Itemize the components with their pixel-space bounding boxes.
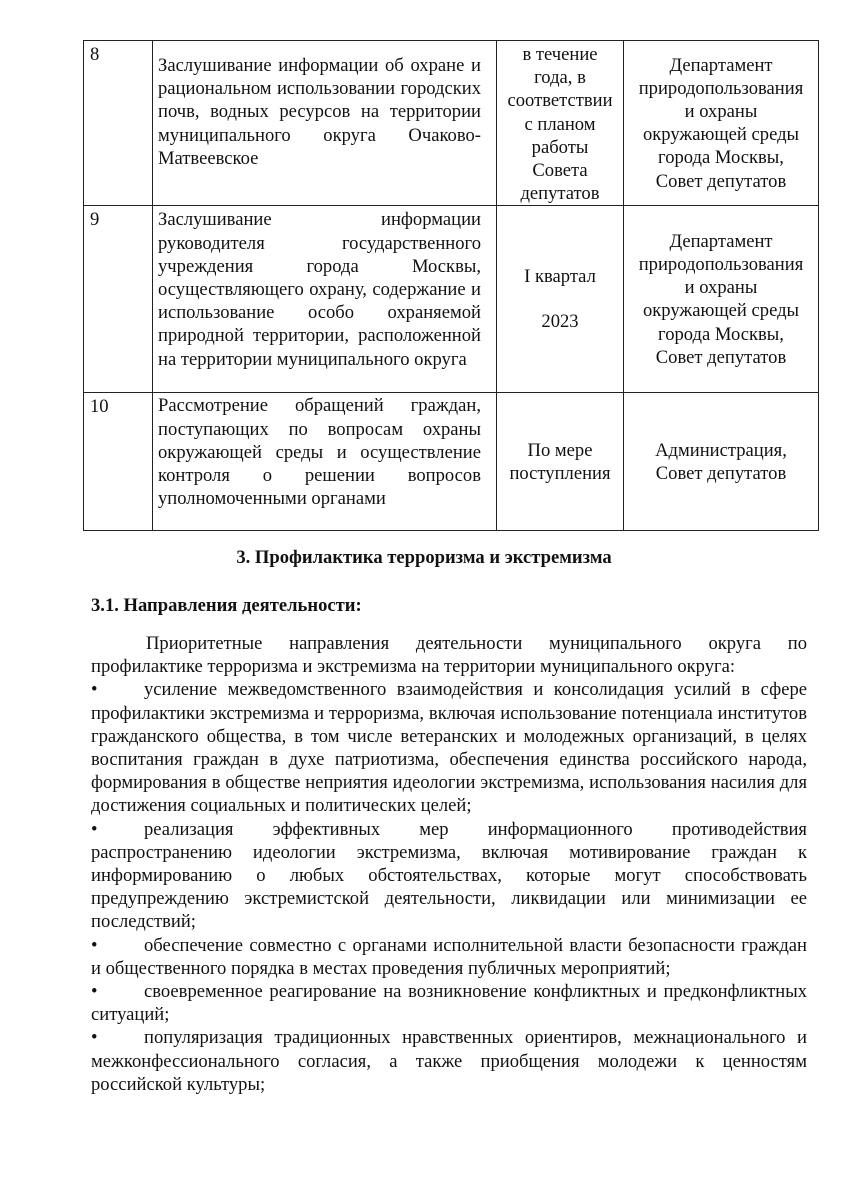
row-responsible: Департамент природопользования и охраны окружающей среды города Москвы, Совет депутатов <box>624 41 819 206</box>
row-number: 9 <box>84 206 153 393</box>
directions-list <box>91 678 807 1096</box>
bullet-icon: • <box>91 818 98 840</box>
row-description: Заслушивание информации об охране и рациональном использовании городских почв, водных ресурсов на территории муниципального округа Очаково-Матвеевское <box>153 41 497 206</box>
bullet-icon: • <box>91 934 98 956</box>
intro-paragraph: Приоритетные направления деятельности муниципального округа по профилактике терроризма и экстремизма на территории муниципального округа: <box>91 633 807 678</box>
section-title: 3. Профилактика терроризма и экстремизма <box>236 547 612 568</box>
bullet-icon: • <box>91 1027 98 1049</box>
list-item-text: усиление межведомственного взаимодействия и консолидация усилий в сфере профилактики экстремизма и терроризма, включая использование потенциала институтов гражданского общества, в том числе ветеранских и молодежных организаций, в целях воспитания граждан в духе патриотизма, обеспечения единства российского народа, формирования в обществе неприятия идеологии экстремизма, использования насилия для достижения социальных и политических целей; <box>91 679 807 817</box>
list-item-text: популяризация традиционных нравственных ориентиров, межнационального и межконфессионального согласия, а также приобщения молодежи к ценностям российской культуры; <box>91 1027 807 1095</box>
table-row <box>84 393 819 531</box>
list-item-text: своевременное реагирование на возникновение конфликтных и предконфликтных ситуаций; <box>91 981 807 1026</box>
section-body <box>91 632 807 1096</box>
table-row <box>84 41 819 206</box>
row-number: 8 <box>84 41 153 206</box>
list-item <box>91 980 807 1026</box>
list-item-text: обеспечение совместно с органами исполнительной власти безопасности граждан и общественного порядка в местах проведения публичных мероприятий; <box>91 934 807 979</box>
row-description: Рассмотрение обращений граждан, поступающих по вопросам охраны окружающей среды и осуществление контроля о решении вопросов уполномоченными органами <box>153 393 497 531</box>
row-term: в течение года, в соответствии с планом работы Совета депутатов <box>497 41 624 206</box>
row-number: 10 <box>84 393 153 531</box>
bullet-icon: • <box>91 981 98 1003</box>
list-item <box>91 818 807 934</box>
row-responsible: Администрация, Совет депутатов <box>624 393 819 531</box>
row-term: I квартал 2023 <box>497 206 624 393</box>
subsection-title: 3.1. Направления деятельности: <box>91 595 362 616</box>
row-responsible: Департамент природопользования и охраны окружающей среды города Москвы, Совет депутатов <box>624 206 819 393</box>
bullet-icon: • <box>91 679 98 701</box>
list-item <box>91 1026 807 1096</box>
list-item <box>91 934 807 980</box>
list-item <box>91 678 807 817</box>
list-item-text: реализация эффективных мер информационного противодействия распространению идеологии экстремизма, включая мотивирование граждан к информированию о любых обстоятельствах, которые могут способствовать предупреждению экстремистской деятельности, ликвидации или минимизации ее последствий; <box>91 818 807 933</box>
table-row <box>84 206 819 393</box>
row-term: По мере поступления <box>497 393 624 531</box>
activity-plan-table <box>83 40 819 531</box>
row-description: Заслушивание информации руководителя государственного учреждения города Москвы, осуществляющего охрану, содержание и использование особо охраняемой природной территории, расположенной на территории муниципального округа <box>153 206 497 393</box>
